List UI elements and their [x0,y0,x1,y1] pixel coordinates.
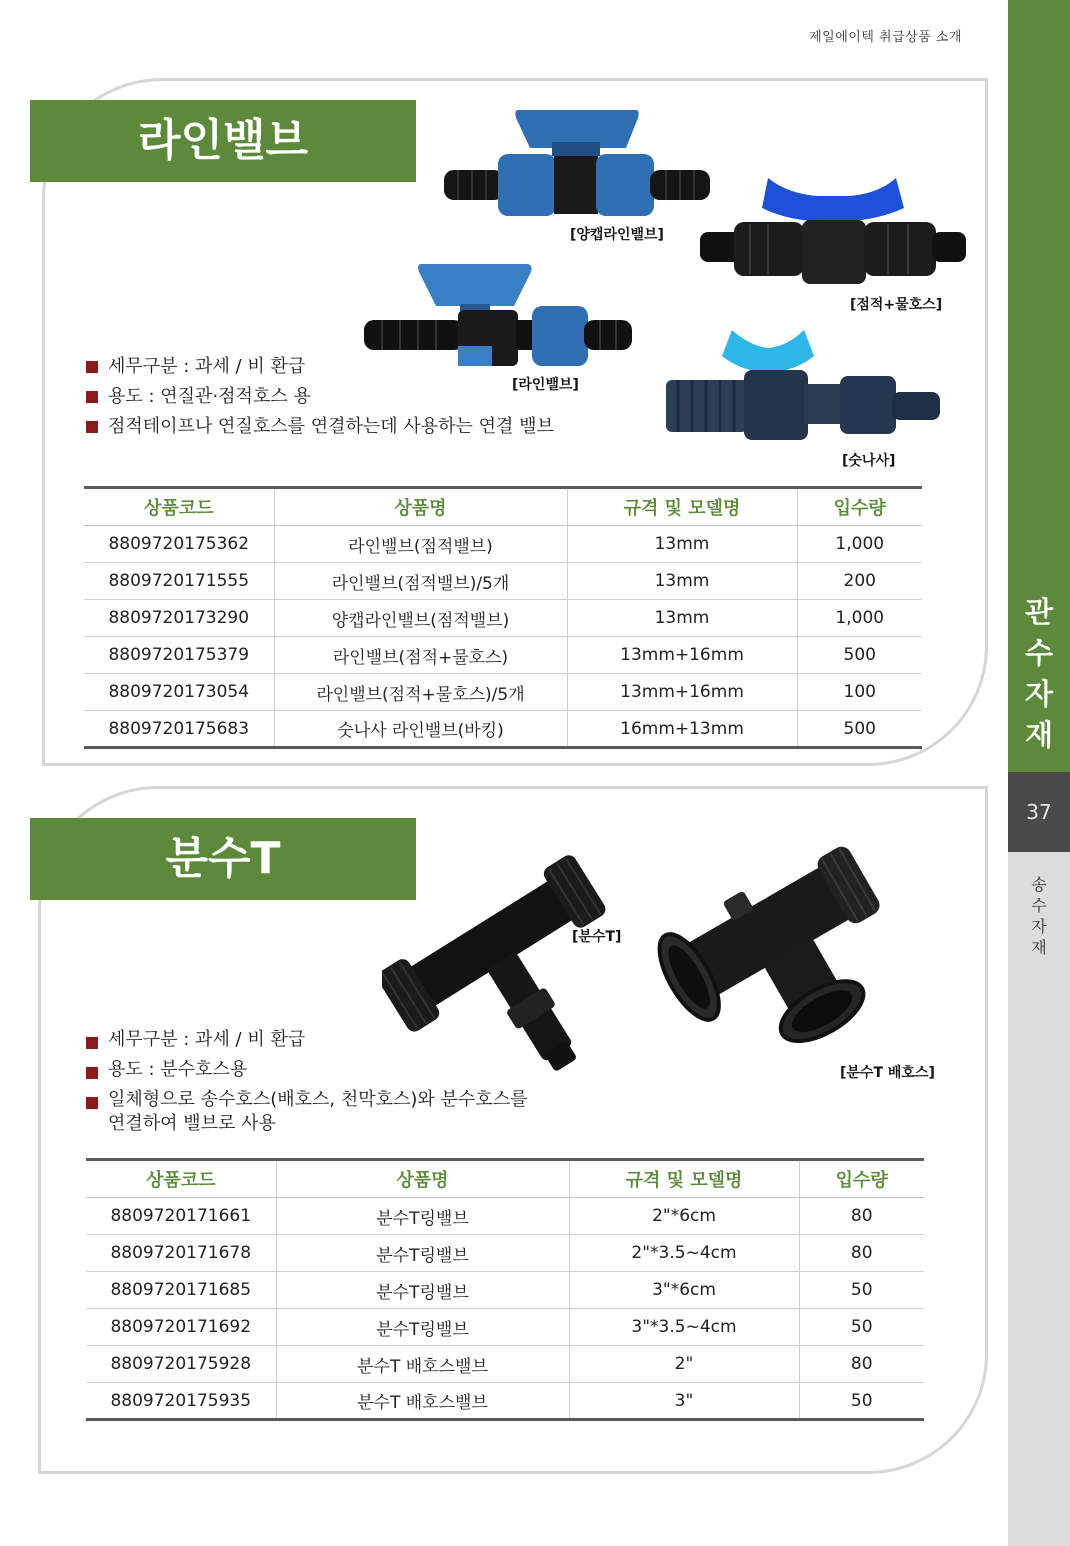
sidebar-category-char: 관 [1024,595,1053,629]
table-row [86,1198,924,1235]
product-code-cell: 8809720173290 [84,600,274,637]
table-header-row [84,488,922,526]
product-table [84,486,922,749]
section-title: 라인밸브 [30,100,416,182]
product-code-cell: 8809720175928 [86,1346,276,1383]
product-name-cell: 분수T링밸브 [276,1198,569,1235]
spec-cell: 3"*3.5~4cm [569,1309,799,1346]
product-code-cell: 8809720171555 [84,563,274,600]
product-name-cell: 분수T링밸브 [276,1272,569,1309]
quantity-cell: 50 [799,1309,924,1346]
product-caption: [분수T] [572,929,622,945]
spec-cell: 13mm [567,563,797,600]
spec-cell: 13mm+16mm [567,637,797,674]
right-sidebar [1008,0,1070,1546]
header-note: 제일에이텍 취급상품 소개 [809,30,962,45]
bullet-item: 점적테이프나 연질호스를 연결하는데 사용하는 연결 밸브 [86,412,646,442]
product-name-cell: 분수T링밸브 [276,1235,569,1272]
product-caption: [점적+물호스] [850,297,943,313]
table-row [84,526,922,563]
product-code-cell: 8809720175362 [84,526,274,563]
column-header: 상품코드 [86,1160,276,1198]
sidebar-category [1008,592,1070,756]
spec-cell: 13mm [567,600,797,637]
spec-cell: 2"*6cm [569,1198,799,1235]
product-caption: [분수T 배호스] [840,1065,935,1081]
male-thread-valve-image [664,326,942,444]
quantity-cell: 50 [799,1272,924,1309]
spec-cell: 13mm+16mm [567,674,797,711]
product-code-cell: 8809720175379 [84,637,274,674]
bullet-item: 세무구분 : 과세 / 비 환급 [86,352,646,382]
spec-cell: 2" [569,1346,799,1383]
bullet-item: 용도 : 연질관·점적호스 용 [86,382,646,412]
table-row [84,600,922,637]
sidebar-category-char: 자 [1024,677,1053,711]
product-code-cell: 8809720171661 [86,1198,276,1235]
quantity-cell: 100 [797,674,922,711]
product-code-cell: 8809720171678 [86,1235,276,1272]
product-name-cell: 라인밸브(점적+물호스) [274,637,567,674]
sidebar-sub-char: 재 [1031,938,1047,957]
column-header: 규격 및 모델명 [569,1160,799,1198]
spec-cell: 3" [569,1383,799,1420]
quantity-cell: 200 [797,563,922,600]
product-caption: [라인밸브] [512,377,579,393]
product-code-cell: 8809720171685 [86,1272,276,1309]
section-title: 분수T [30,818,416,900]
product-code-cell: 8809720175935 [86,1383,276,1420]
product-code-cell: 8809720175683 [84,711,274,748]
drip-hose-valve-image [698,172,968,294]
column-header: 입수량 [799,1160,924,1198]
quantity-cell: 50 [799,1383,924,1420]
quantity-cell: 1,000 [797,526,922,563]
fountain-t-hose-image [652,828,902,1050]
sidebar-sub-char: 수 [1031,896,1047,915]
bullet-list [86,352,646,442]
table-row [86,1272,924,1309]
sidebar-category-char: 수 [1024,636,1053,670]
bullet-item: 일체형으로 송수호스(배호스, 천막호스)와 분수호스를 연결하여 밸브로 사용 [86,1088,586,1136]
quantity-cell: 1,000 [797,600,922,637]
sidebar-subcategory [1008,874,1070,958]
column-header: 상품명 [274,488,567,526]
product-code-cell: 8809720171692 [86,1309,276,1346]
bullet-item: 용도 : 분수호스용 [86,1058,586,1082]
table-row [84,563,922,600]
product-name-cell: 분수T 배호스밸브 [276,1383,569,1420]
quantity-cell: 80 [799,1235,924,1272]
product-name-cell: 양캡라인밸브(점적밸브) [274,600,567,637]
product-name-cell: 숫나사 라인밸브(바킹) [274,711,567,748]
table-row [86,1235,924,1272]
product-name-cell: 분수T 배호스밸브 [276,1346,569,1383]
table-row [86,1309,924,1346]
column-header: 상품코드 [84,488,274,526]
quantity-cell: 500 [797,637,922,674]
product-caption: [숫나사] [842,453,896,469]
product-table [86,1158,924,1421]
spec-cell: 16mm+13mm [567,711,797,748]
sidebar-category-char: 재 [1024,718,1053,752]
column-header: 규격 및 모델명 [567,488,797,526]
table-row [86,1383,924,1420]
product-name-cell: 라인밸브(점적밸브) [274,526,567,563]
bullet-list [86,1028,586,1142]
page-number: 37 [1008,772,1070,852]
sidebar-sub-char: 송 [1031,875,1047,894]
product-code-cell: 8809720173054 [84,674,274,711]
table-row [84,674,922,711]
product-caption: [양캡라인밸브] [570,227,664,243]
product-name-cell: 라인밸브(점적+물호스)/5개 [274,674,567,711]
table-header-row [86,1160,924,1198]
quantity-cell: 500 [797,711,922,748]
table-row [84,637,922,674]
spec-cell: 2"*3.5~4cm [569,1235,799,1272]
column-header: 입수량 [797,488,922,526]
sidebar-sub-char: 자 [1031,917,1047,936]
spec-cell: 13mm [567,526,797,563]
table-row [86,1346,924,1383]
quantity-cell: 80 [799,1346,924,1383]
spec-cell: 3"*6cm [569,1272,799,1309]
product-name-cell: 라인밸브(점적밸브)/5개 [274,563,567,600]
table-row [84,711,922,748]
quantity-cell: 80 [799,1198,924,1235]
product-name-cell: 분수T링밸브 [276,1309,569,1346]
double-cap-valve-image [440,104,712,224]
column-header: 상품명 [276,1160,569,1198]
bullet-item: 세무구분 : 과세 / 비 환급 [86,1028,586,1052]
